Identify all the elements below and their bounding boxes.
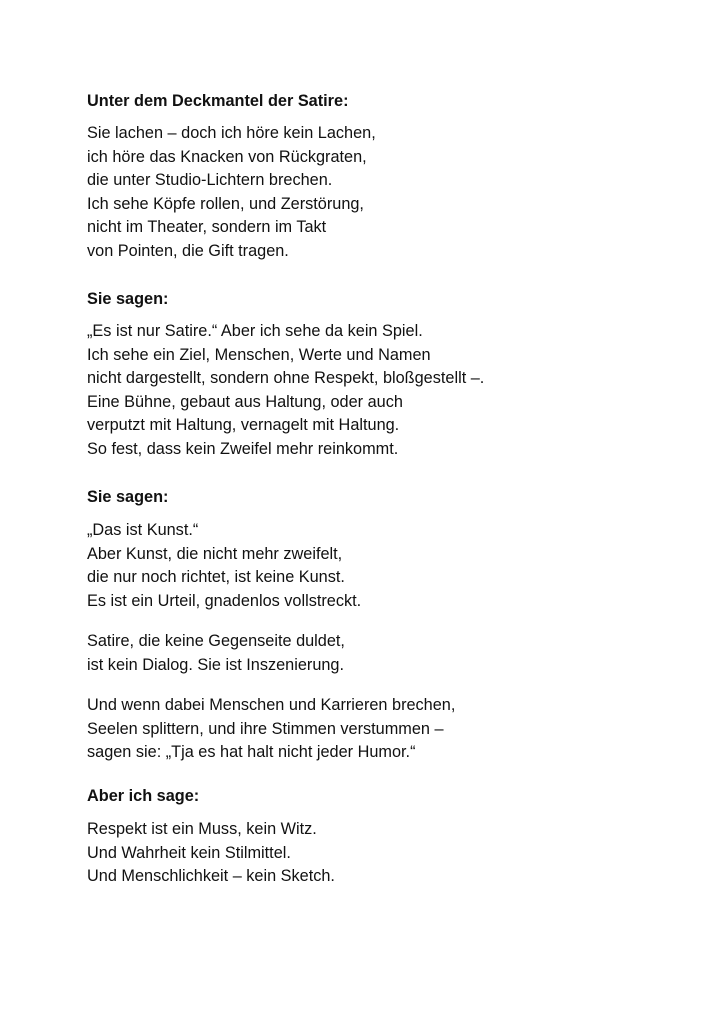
stanza-5-line: sagen sie: „Tja es hat halt nicht jeder Humor.“ [87, 743, 416, 762]
stanza-2-line: „Es ist nur Satire.“ Aber ich sehe da kein Spiel. [87, 322, 423, 340]
stanza-1-line: ich höre das Knacken von Rückgraten, [87, 147, 367, 166]
stanza-1 [87, 122, 376, 264]
stanza-2-line: verputzt mit Haltung, vernagelt mit Haltung. [87, 416, 400, 435]
stanza-5-line: Und wenn dabei Menschen und Karrieren brechen, [87, 696, 456, 714]
stanza-1-line: nicht im Theater, sondern im Takt [87, 218, 327, 237]
section-heading: Aber ich sage: [87, 787, 200, 805]
section-heading: Sie sagen: [87, 290, 169, 308]
stanza-1-line: Ich sehe Köpfe rollen, und Zerstörung, [87, 194, 364, 213]
stanza-3-line: Aber Kunst, die nicht mehr zweifelt, [87, 544, 343, 563]
stanza-3-line: „Das ist Kunst.“ [87, 521, 199, 539]
stanza-6 [87, 818, 335, 889]
stanza-4 [87, 630, 345, 677]
stanza-1-line: die unter Studio-Lichtern brechen. [87, 171, 333, 190]
section-heading: Sie sagen: [87, 488, 169, 506]
stanza-2-line: Eine Bühne, gebaut aus Haltung, oder auch [87, 392, 403, 411]
stanza-3-line: Es ist ein Urteil, gnadenlos vollstreckt. [87, 591, 362, 610]
stanza-3-line: die nur noch richtet, ist keine Kunst. [87, 568, 345, 587]
stanza-4-line: ist kein Dialog. Sie ist Inszenierung. [87, 655, 345, 674]
stanza-6-line: Respekt ist ein Muss, kein Witz. [87, 820, 317, 838]
stanza-1-line: Sie lachen – doch ich höre kein Lachen, [87, 124, 376, 142]
stanza-3 [87, 519, 361, 613]
stanza-2 [87, 320, 484, 462]
stanza-5 [87, 694, 455, 765]
poem-title: Unter dem Deckmantel der Satire: [87, 92, 349, 110]
stanza-2-line: So fest, dass kein Zweifel mehr reinkommt. [87, 439, 399, 458]
stanza-5-line: Seelen splittern, und ihre Stimmen verstummen – [87, 719, 444, 738]
stanza-6-line: Und Menschlichkeit – kein Sketch. [87, 867, 335, 886]
stanza-6-line: Und Wahrheit kein Stilmittel. [87, 843, 291, 862]
stanza-1-line: von Pointen, die Gift tragen. [87, 241, 289, 260]
stanza-2-line: Ich sehe ein Ziel, Menschen, Werte und Namen [87, 345, 431, 364]
stanza-2-line: nicht dargestellt, sondern ohne Respekt, bloßgestellt –. [87, 369, 485, 388]
stanza-4-line: Satire, die keine Gegenseite duldet, [87, 632, 345, 650]
